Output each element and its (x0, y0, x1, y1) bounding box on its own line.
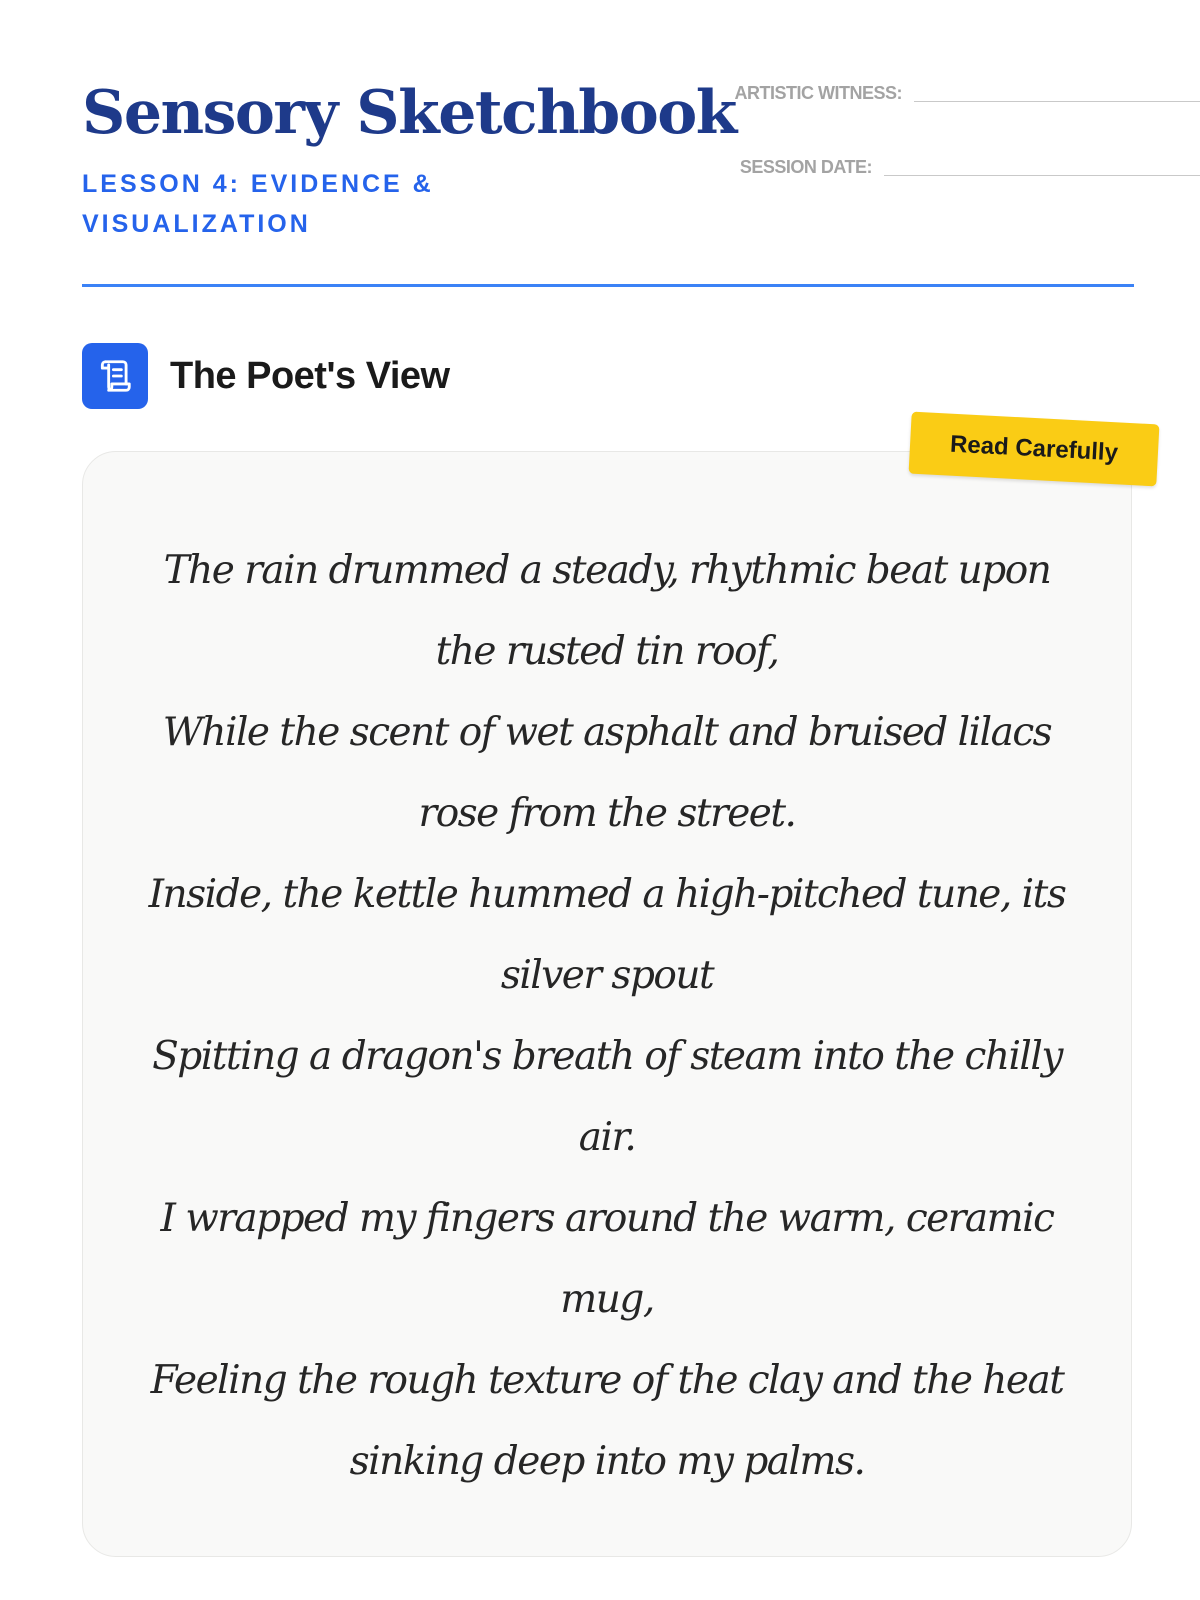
poem-text (143, 530, 1071, 1502)
poem-line: Inside, the kettle hummed a high-pitched tune, its silver spout (148, 872, 1066, 998)
poem-line: The rain drummed a steady, rhythmic beat upon the rusted tin roof, (163, 548, 1051, 674)
poem-line: Spitting a dragon's breath of steam into the chilly air. (152, 1034, 1062, 1160)
lesson-subtitle: LESSON 4: EVIDENCE & VISUALIZATION (82, 170, 434, 238)
scroll-icon (82, 343, 148, 409)
poem-line: Feeling the rough texture of the clay and the heat sinking deep into my palms. (150, 1358, 1064, 1484)
artistic-witness-input[interactable] (914, 101, 1200, 102)
artistic-witness-label: ARTISTIC WITNESS: (734, 83, 902, 103)
session-date-field (642, 154, 1200, 180)
read-carefully-badge: Read Carefully (909, 412, 1160, 487)
page-title: Sensory Sketchbook (82, 78, 736, 148)
header-divider (82, 284, 1134, 287)
poem-line: While the scent of wet asphalt and bruised lilacs rose from the street. (162, 710, 1052, 836)
section-title: The Poet's View (170, 354, 450, 397)
session-date-input[interactable] (884, 175, 1200, 176)
worksheet-header (82, 0, 1132, 290)
poem-line: I wrapped my fingers around the warm, ceramic mug, (160, 1196, 1054, 1322)
session-date-label: SESSION DATE: (739, 157, 872, 177)
poem-card (82, 451, 1132, 1557)
artistic-witness-field (722, 80, 1200, 106)
section-heading (82, 343, 450, 409)
